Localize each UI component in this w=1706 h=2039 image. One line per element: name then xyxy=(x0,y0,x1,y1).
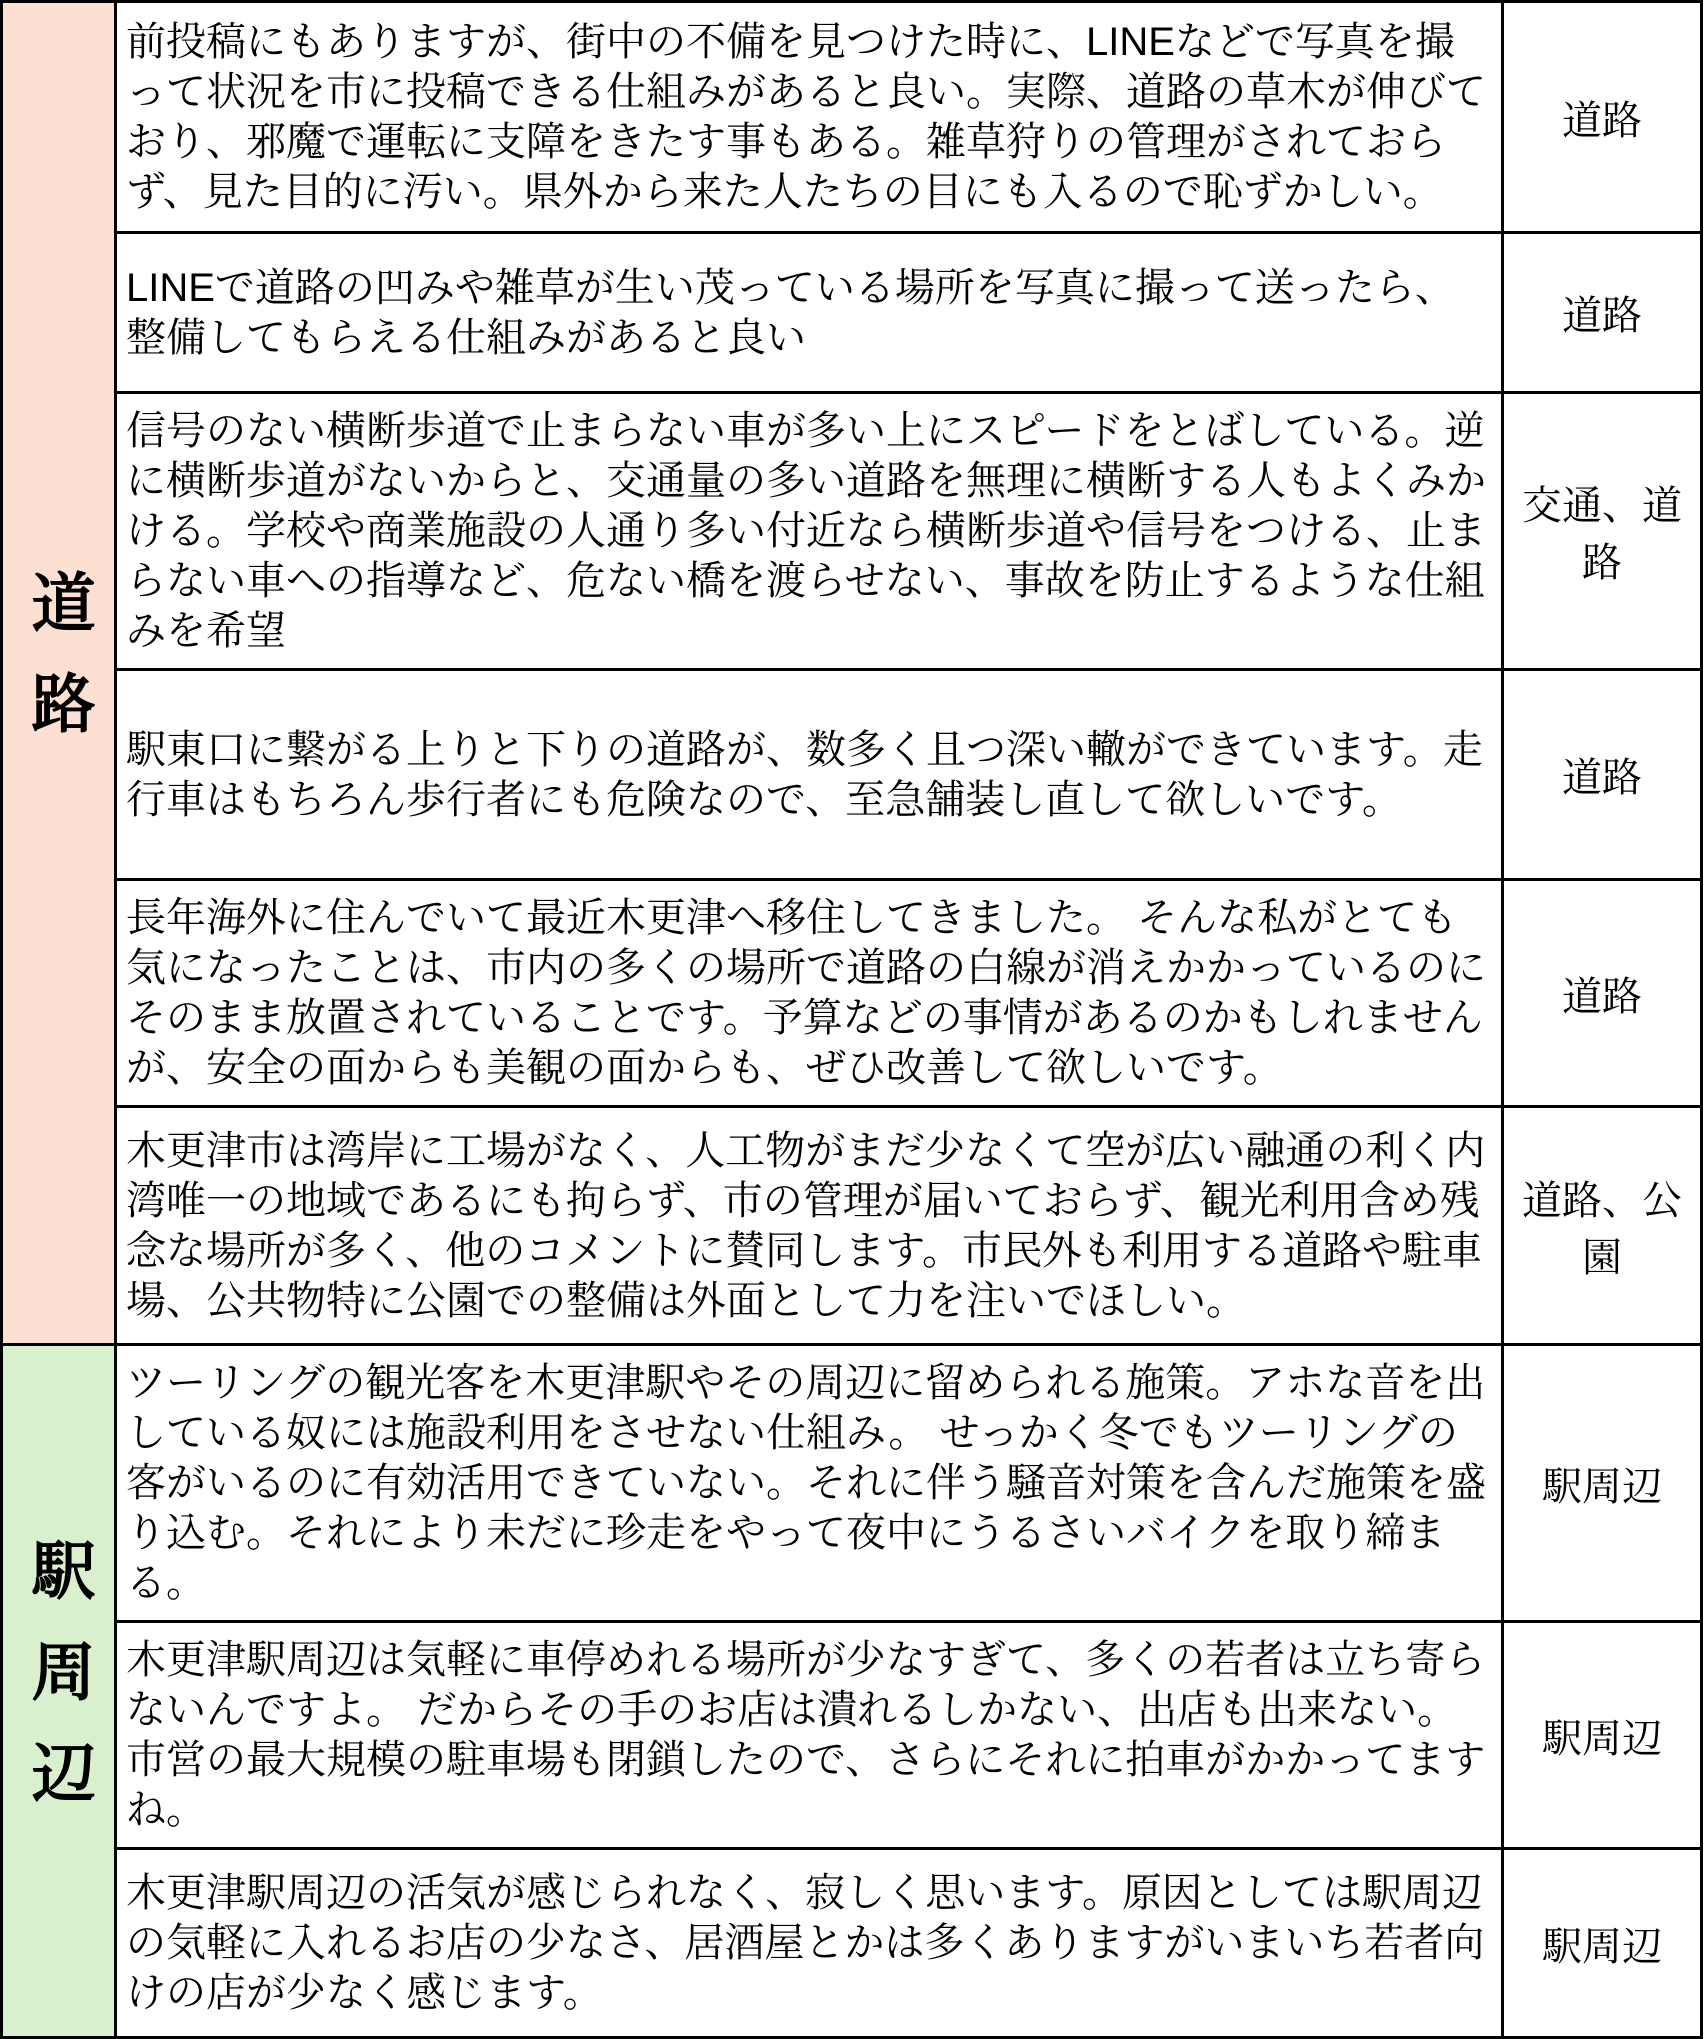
comment-cell: LINEで道路の凹みや雑草が生い茂っている場所を写真に撮って送ったら、整備してもらえる仕組みがあると良い xyxy=(116,233,1503,393)
table-row xyxy=(2,2,1702,233)
comment-cell: 木更津駅周辺の活気が感じられなく、寂しく思います。原因としては駅周辺の気軽に入れるお店の少なさ、居酒屋とかは多くありますがいまいち若者向けの店が少なく感じます。 xyxy=(116,1849,1503,2038)
tag-cell: 道路 xyxy=(1503,880,1702,1107)
category-cell-road xyxy=(2,2,116,1345)
table-row xyxy=(2,233,1702,393)
comment-cell: 木更津市は湾岸に工場がなく、人工物がまだ少なくて空が広い融通の利く内湾唯一の地域であるにも拘らず、市の管理が届いておらず、観光利用含め残念な場所が多く、他のコメントに賛同します。市民外も利用する道路や駐車場、公共物特に公園での整備は外面として力を注いでほしい。 xyxy=(116,1107,1503,1345)
table-row xyxy=(2,1107,1702,1345)
table-row xyxy=(2,670,1702,880)
tag-cell: 道路 xyxy=(1503,233,1702,393)
comment-cell: 信号のない横断歩道で止まらない車が多い上にスピードをとばしている。逆に横断歩道がないからと、交通量の多い道路を無理に横断する人もよくみかける。学校や商業施設の人通り多い付近なら横断歩道や信号をつける、止まらない車への指導など、危ない橋を渡らせない、事故を防止するような仕組みを希望 xyxy=(116,393,1503,670)
table-row xyxy=(2,1345,1702,1622)
table-row xyxy=(2,880,1702,1107)
category-label-road: 道路 xyxy=(22,569,95,772)
tag-cell: 道路、公園 xyxy=(1503,1107,1702,1345)
tag-cell: 交通、道路 xyxy=(1503,393,1702,670)
tag-cell: 駅周辺 xyxy=(1503,1622,1702,1849)
comment-cell: 長年海外に住んでいて最近木更津へ移住してきました。 そんな私がとても気になったことは、市内の多くの場所で道路の白線が消えかかっているのにそのまま放置されていることです。予算などの事情があるのかもしれませんが、安全の面からも美観の面からも、ぜひ改善して欲しいです。 xyxy=(116,880,1503,1107)
comment-cell: 前投稿にもありますが、街中の不備を見つけた時に、LINEなどで写真を撮って状況を市に投稿できる仕組みがあると良い。実際、道路の草木が伸びており、邪魔で運転に支障をきたす事もある。雑草狩りの管理がされておらず、見た目的に汚い。県外から来た人たちの目にも入るので恥ずかしい。 xyxy=(116,2,1503,233)
comment-cell: 駅東口に繋がる上りと下りの道路が、数多く且つ深い轍ができています。走行車はもちろん歩行者にも危険なので、至急舗装し直して欲しいです。 xyxy=(116,670,1503,880)
comment-cell: ツーリングの観光客を木更津駅やその周辺に留められる施策。アホな音を出している奴には施設利用をさせない仕組み。 せっかく冬でもツーリングの客がいるのに有効活用できていない。それに伴う騒音対策を含んだ施策を盛り込む。それにより未だに珍走をやって夜中にうるさいバイクを取り締まる。 xyxy=(116,1345,1503,1622)
tag-cell: 駅周辺 xyxy=(1503,1849,1702,2038)
category-cell-station-area xyxy=(2,1345,116,2038)
tag-cell: 駅周辺 xyxy=(1503,1345,1702,1622)
table-row xyxy=(2,393,1702,670)
comment-cell: 木更津駅周辺は気軽に車停めれる場所が少なすぎて、多くの若者は立ち寄らないんですよ。 だからその手のお店は潰れるしかない、出店も出来ない。 市営の最大規模の駐車場も閉鎖したので、さらにそれに拍車がかかってますね。 xyxy=(116,1622,1503,1849)
table-row xyxy=(2,1622,1702,1849)
table-row xyxy=(2,1849,1702,2038)
category-label-station-area: 駅周辺 xyxy=(22,1536,95,1841)
tag-cell: 道路 xyxy=(1503,670,1702,880)
tag-cell: 道路 xyxy=(1503,2,1702,233)
